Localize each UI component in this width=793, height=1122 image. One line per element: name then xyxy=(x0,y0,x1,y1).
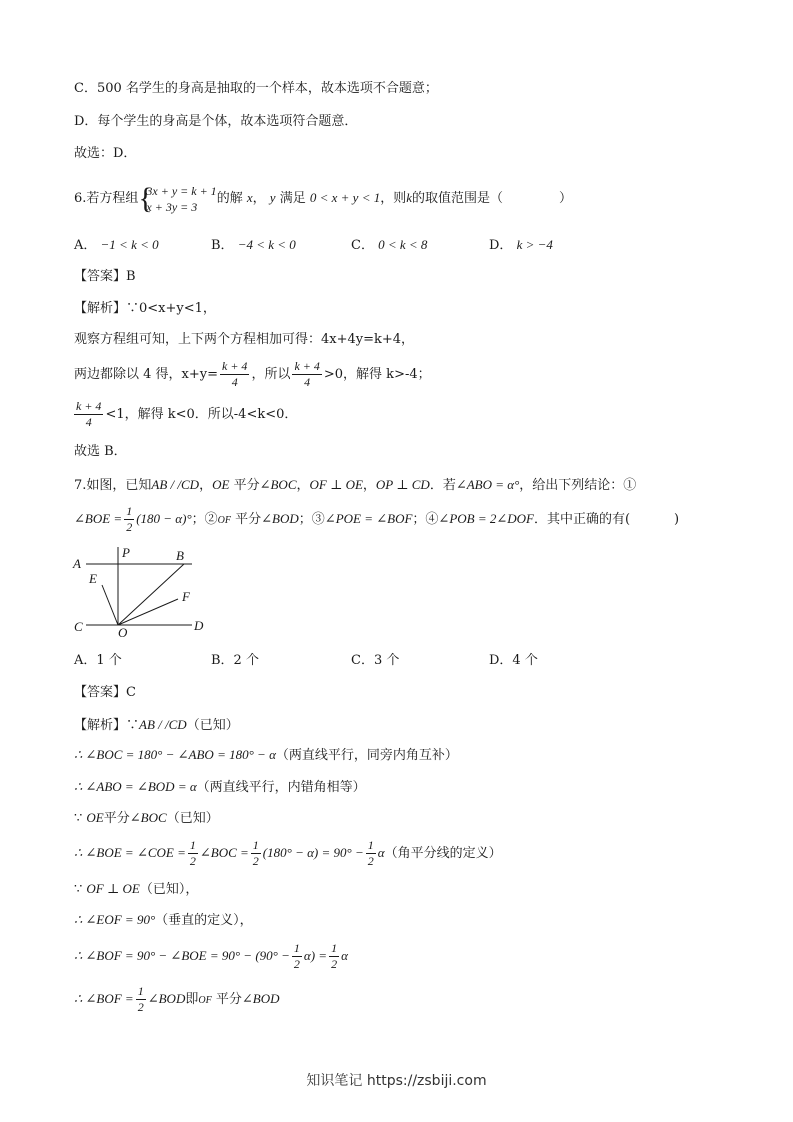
explanation-line xyxy=(74,398,297,432)
equation-system: { 3x + y = k + 1 x + 3y = 3 xyxy=(138,181,217,215)
math: k xyxy=(406,190,413,205)
question-text: 的解 xyxy=(216,191,243,206)
answer-label: 【答案】B xyxy=(74,269,136,284)
answer-select: 故选 B． xyxy=(74,444,127,459)
explanation-line: ∴ ∠BOC = 180° − ∠ABO = 180° − α（两直线平行，同旁内角互补） xyxy=(74,747,458,763)
math: x xyxy=(246,190,253,205)
option-b: B．2 个 xyxy=(211,653,259,668)
text: ，所以 xyxy=(251,367,291,382)
text-line: 故选：D． xyxy=(74,146,137,161)
equation: 3x + y = k + 1 xyxy=(146,183,217,198)
explanation-line: ∵ OE平分∠BOC（已知） xyxy=(74,810,219,826)
explanation-line: 【解析】∵AB / /CD（已知） xyxy=(74,717,239,733)
explanation-line: ∴ ∠BOF = 90° − ∠BOE = 90° − (90° − $\frac{1}{2}$ α) = $\frac{1}{2}$ α xyxy=(74,941,348,971)
explanation-line: ∴ ∠BOF = $\frac{1}{2}$ ∠BOD即OF 平分∠BOD xyxy=(74,984,280,1014)
fraction: $\frac{1}{2}$ xyxy=(293,941,300,971)
math: 0 < x + y < 1 xyxy=(309,190,381,205)
math: y xyxy=(269,190,276,205)
question-text: ，则 xyxy=(380,191,407,206)
fraction: $\frac{1}{2}$ xyxy=(126,504,133,534)
ray-ob xyxy=(118,564,184,625)
fraction: $\frac{1}{2}$ xyxy=(331,941,338,971)
option-d: D．4 个 xyxy=(489,653,538,668)
label-d: D xyxy=(194,618,204,633)
question-7: 7.如图，已知AB / /CD，OE 平分∠BOC，OF ⊥ OE，OP ⊥ CD．若∠ABO = α°，给出下列结论：① xyxy=(74,477,637,493)
label-o: O xyxy=(118,625,128,640)
explanation-line: ∴ ∠BOE = ∠COE = $\frac{1}{2}$ ∠BOC = $\frac{1}{2}$ (180° − α) = 90° − $\frac{1}{2}$ α（角平分线的定义） xyxy=(74,838,502,868)
fraction: $\frac{1}{2}$ xyxy=(189,838,196,868)
text-line: D．每个学生的身高是个体，故本选项符合题意． xyxy=(74,114,358,129)
text: <1，解得 k<0．所以-4<k<0． xyxy=(105,407,298,422)
question-text: 6.若方程组 xyxy=(74,191,139,206)
geometry-figure xyxy=(66,545,216,645)
label-c: C xyxy=(74,619,83,634)
label-a: A xyxy=(73,556,81,571)
text-line: C．500 名学生的身高是抽取的一个样本，故本选项不合题意； xyxy=(74,81,438,96)
option-d: D． k > −4 xyxy=(489,237,553,253)
question-text: 满足 xyxy=(279,191,306,206)
question-text: 的取值范围是（ xyxy=(412,191,504,206)
explanation-line xyxy=(74,358,431,392)
fraction: $\frac{k + 4}{4}$ xyxy=(222,359,248,389)
text: >0，解得 k>-4； xyxy=(323,367,431,382)
option-a: A．1 个 xyxy=(74,653,122,668)
fraction: $\frac{k + 4}{4}$ xyxy=(294,359,320,389)
explanation-line: ∴ ∠ABO = ∠BOD = α（两直线平行，内错角相等） xyxy=(74,779,366,795)
label-e: E xyxy=(89,571,97,586)
question-6 xyxy=(74,180,572,217)
options-row xyxy=(74,236,553,255)
footer-watermark: 知识笔记 https://zsbiji.com xyxy=(306,1073,487,1089)
label-p: P xyxy=(122,545,130,560)
label-b: B xyxy=(176,548,184,563)
punct: ， xyxy=(252,191,266,206)
label-f: F xyxy=(182,589,190,604)
fraction: $\frac{1}{2}$ xyxy=(252,838,259,868)
ray-of xyxy=(118,599,178,625)
options-row xyxy=(74,652,538,670)
fraction: $\frac{1}{2}$ xyxy=(137,984,144,1014)
explanation-line: ∴ ∠EOF = 90°（垂直的定义）， xyxy=(74,912,253,928)
explanation-line: 【解析】∵0<x+y<1， xyxy=(74,301,216,316)
question-7-conclusions: ∠BOE = $\frac{1}{2}$ (180 − α)°；②OF 平分∠BOD；③∠POE = ∠BOF；④∠POB = 2∠DOF．其中正确的有( ) xyxy=(74,504,680,534)
option-a: A． −1 < k < 0 xyxy=(74,237,159,253)
option-b: B． −4 < k < 0 xyxy=(211,237,296,253)
equation: x + 3y = 3 xyxy=(146,199,198,214)
explanation-line: ∵ OF ⊥ OE（已知）， xyxy=(74,881,199,897)
option-c: C． 0 < k < 8 xyxy=(351,237,428,253)
fraction: $\frac{1}{2}$ xyxy=(367,838,374,868)
text: 两边都除以 4 得，x+y= xyxy=(74,367,218,382)
fraction: $\frac{k + 4}{4}$ xyxy=(76,399,102,429)
punct: ） xyxy=(559,191,573,206)
explanation-line: 观察方程组可知，上下两个方程相加可得：4x+4y=k+4， xyxy=(74,332,415,347)
answer-label: 【答案】C xyxy=(74,685,136,700)
ray-oe xyxy=(102,585,118,625)
option-c: C．3 个 xyxy=(351,653,400,668)
